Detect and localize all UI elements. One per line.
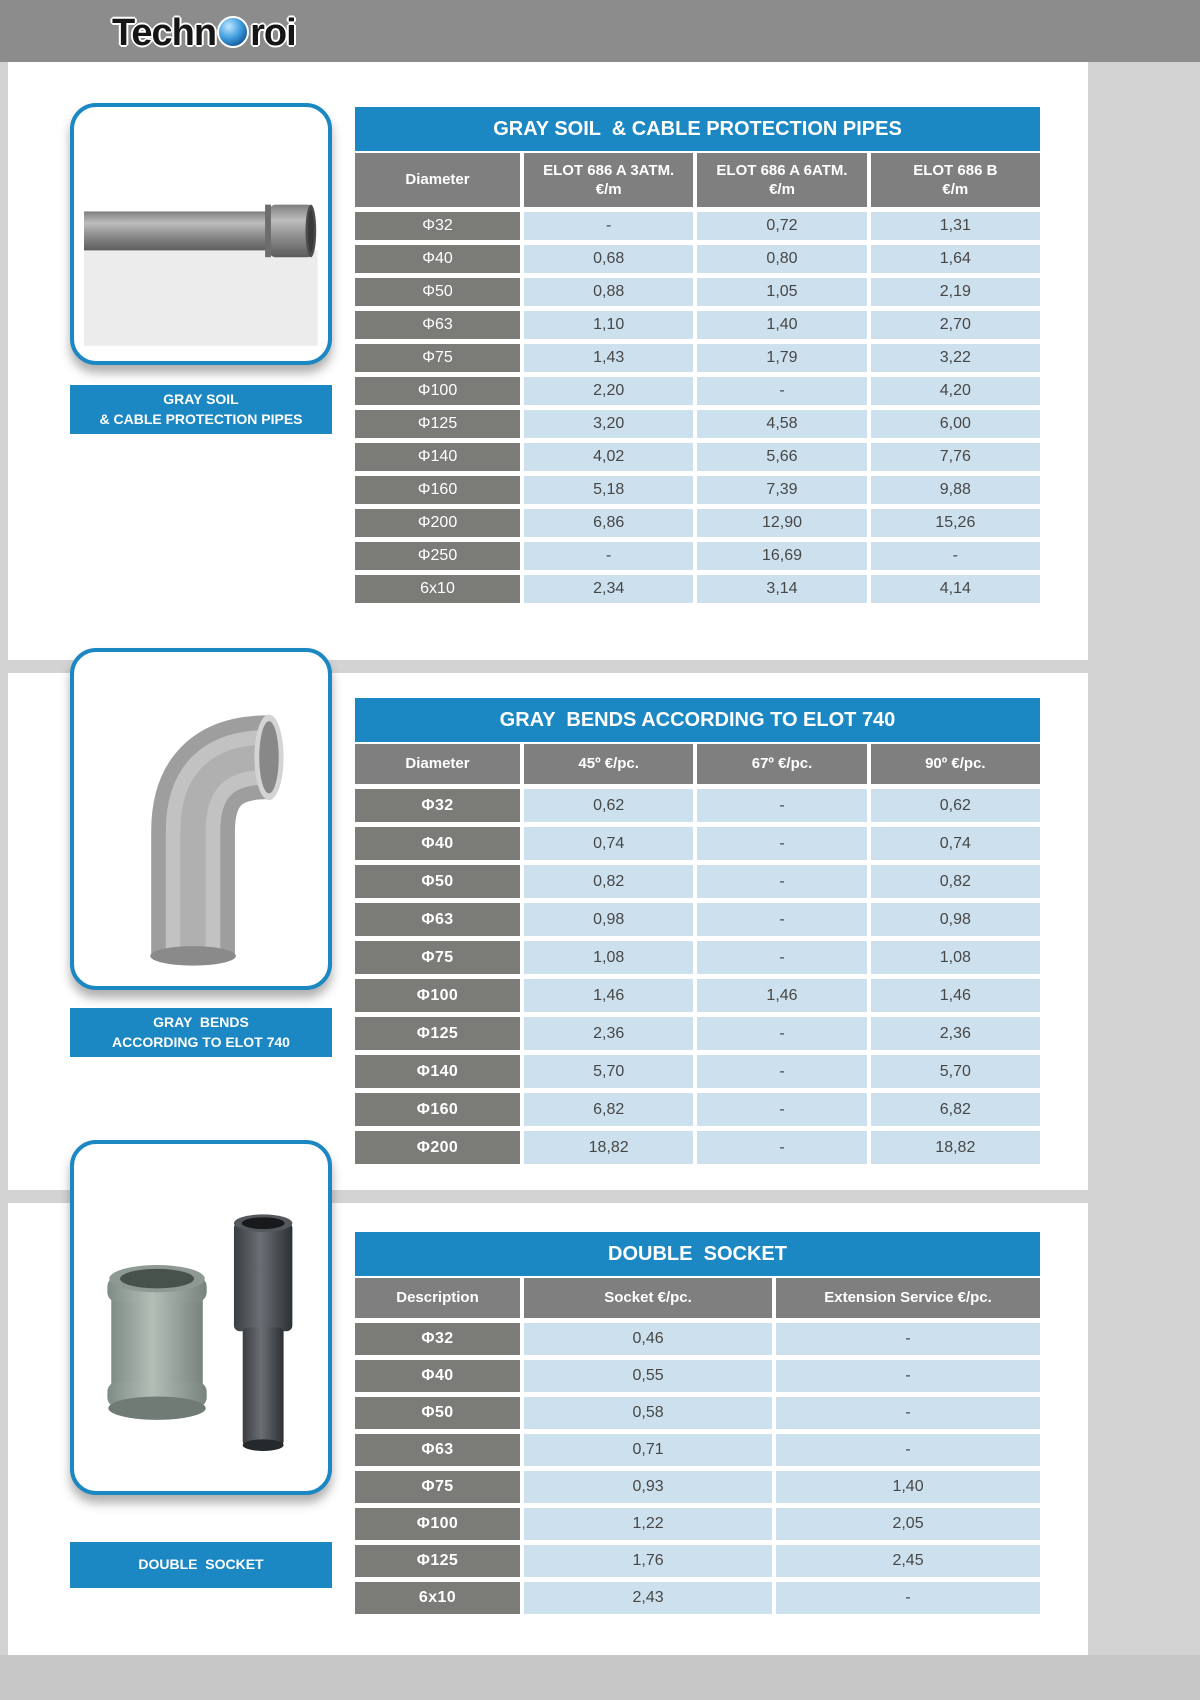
price-cell: 4,20 [871, 377, 1040, 405]
price-cell: 0,74 [871, 827, 1040, 860]
size-label-cell: Φ250 [355, 542, 520, 570]
size-label-cell: Φ125 [355, 1545, 520, 1577]
size-label-cell: Φ200 [355, 1131, 520, 1164]
price-cell: 5,66 [697, 443, 866, 471]
logo-text-pre: Techn [112, 12, 217, 54]
table-body [355, 789, 1040, 1164]
price-cell: 1,05 [697, 278, 866, 306]
logo-text-post: roi [250, 12, 296, 54]
table-row [355, 1131, 1040, 1164]
product-photo-frame [70, 1140, 332, 1495]
price-cell: 0,80 [697, 245, 866, 273]
left-margin-strip [0, 62, 8, 1700]
size-label-cell: Φ63 [355, 903, 520, 936]
price-cell: - [524, 212, 693, 240]
top-banner [0, 0, 1200, 62]
size-label-cell: Φ32 [355, 212, 520, 240]
size-label-cell: Φ63 [355, 311, 520, 339]
table-row [355, 1471, 1040, 1503]
price-cell: 7,39 [697, 476, 866, 504]
price-cell: - [697, 865, 866, 898]
table-row [355, 311, 1040, 339]
size-label-cell: Φ50 [355, 1397, 520, 1429]
size-label-cell: Φ100 [355, 1508, 520, 1540]
product-photo-frame [70, 648, 332, 990]
size-label-cell: 6x10 [355, 575, 520, 603]
brand-logo [112, 12, 296, 55]
column-header: 45º €/pc. [524, 744, 693, 784]
price-cell: 0,71 [524, 1434, 772, 1466]
size-label-cell: Φ125 [355, 1017, 520, 1050]
size-label-cell: Φ100 [355, 377, 520, 405]
price-cell: 2,34 [524, 575, 693, 603]
price-cell: 1,40 [697, 311, 866, 339]
price-cell: - [697, 1131, 866, 1164]
price-cell: 12,90 [697, 509, 866, 537]
price-cell: - [524, 542, 693, 570]
table-row [355, 212, 1040, 240]
price-cell: 1,22 [524, 1508, 772, 1540]
price-cell: 15,26 [871, 509, 1040, 537]
price-cell: - [776, 1323, 1040, 1355]
price-cell: 4,02 [524, 443, 693, 471]
product-caption [70, 385, 332, 434]
price-cell: 0,88 [524, 278, 693, 306]
table-row [355, 476, 1040, 504]
caption-line: ACCORDING TO ELOT 740 [112, 1033, 290, 1050]
size-label-cell: Φ75 [355, 941, 520, 974]
price-cell: 1,79 [697, 344, 866, 372]
price-cell: 2,20 [524, 377, 693, 405]
table-body [355, 212, 1040, 603]
price-cell: 2,70 [871, 311, 1040, 339]
size-label-cell: Φ32 [355, 789, 520, 822]
column-header: 67º €/pc. [697, 744, 866, 784]
price-cell: - [776, 1582, 1040, 1614]
price-cell: 6,82 [871, 1093, 1040, 1126]
price-cell: - [776, 1397, 1040, 1429]
table-title: DOUBLE SOCKET [355, 1232, 1040, 1276]
bottom-band [0, 1655, 1200, 1700]
table-header-row [355, 1278, 1040, 1318]
gray-soil-pipe-photo [84, 117, 318, 351]
table-row [355, 865, 1040, 898]
price-cell: - [697, 827, 866, 860]
price-cell: 1,08 [871, 941, 1040, 974]
table-title: GRAY SOIL & CABLE PROTECTION PIPES [355, 107, 1040, 151]
table-row [355, 377, 1040, 405]
table-row [355, 1582, 1040, 1614]
price-cell: - [697, 1017, 866, 1050]
column-header: ELOT 686 B €/m [871, 153, 1040, 207]
table-title: GRAY BENDS ACCORDING TO ELOT 740 [355, 698, 1040, 742]
price-cell: 3,22 [871, 344, 1040, 372]
table-row [355, 1055, 1040, 1088]
price-cell: 0,46 [524, 1323, 772, 1355]
price-cell: - [871, 542, 1040, 570]
price-cell: 0,93 [524, 1471, 772, 1503]
product-caption [70, 1542, 332, 1588]
price-cell: 18,82 [524, 1131, 693, 1164]
price-cell: 6,00 [871, 410, 1040, 438]
price-cell: - [697, 1055, 866, 1088]
price-cell: 0,72 [697, 212, 866, 240]
size-label-cell: Φ75 [355, 344, 520, 372]
price-cell: 5,70 [524, 1055, 693, 1088]
column-header: ELOT 686 A 3ATM. €/m [524, 153, 693, 207]
price-cell: 1,46 [697, 979, 866, 1012]
column-header: Extension Service €/pc. [776, 1278, 1040, 1318]
price-cell: 16,69 [697, 542, 866, 570]
table-row [355, 575, 1040, 603]
price-cell: 2,36 [524, 1017, 693, 1050]
table-row [355, 410, 1040, 438]
price-cell: 1,31 [871, 212, 1040, 240]
size-label-cell: Φ200 [355, 509, 520, 537]
size-label-cell: Φ50 [355, 278, 520, 306]
table-row [355, 509, 1040, 537]
price-cell: 4,58 [697, 410, 866, 438]
price-cell: 3,20 [524, 410, 693, 438]
price-cell: 0,98 [871, 903, 1040, 936]
table-row [355, 1093, 1040, 1126]
size-label-cell: Φ160 [355, 1093, 520, 1126]
size-label-cell: Φ32 [355, 1323, 520, 1355]
price-cell: 0,82 [871, 865, 1040, 898]
table-row [355, 1397, 1040, 1429]
price-cell: - [697, 941, 866, 974]
price-table-bends [355, 698, 1040, 1164]
table-header-row [355, 744, 1040, 784]
size-label-cell: Φ160 [355, 476, 520, 504]
table-row [355, 903, 1040, 936]
price-cell: 1,08 [524, 941, 693, 974]
column-header: Diameter [355, 744, 520, 784]
column-header: 90º €/pc. [871, 744, 1040, 784]
table-row [355, 1545, 1040, 1577]
price-cell: 0,62 [871, 789, 1040, 822]
size-label-cell: Φ40 [355, 827, 520, 860]
table-row [355, 1434, 1040, 1466]
size-label-cell: Φ140 [355, 1055, 520, 1088]
price-cell: 2,36 [871, 1017, 1040, 1050]
size-label-cell: Φ125 [355, 410, 520, 438]
table-row [355, 1508, 1040, 1540]
price-cell: 1,10 [524, 311, 693, 339]
table-header-row [355, 153, 1040, 207]
price-cell: 7,76 [871, 443, 1040, 471]
table-row [355, 542, 1040, 570]
caption-line: GRAY BENDS [153, 1014, 249, 1030]
price-cell: 3,14 [697, 575, 866, 603]
price-cell: 0,62 [524, 789, 693, 822]
price-table-pipes [355, 107, 1040, 603]
table-row [355, 1017, 1040, 1050]
price-cell: - [776, 1434, 1040, 1466]
size-label-cell: Φ40 [355, 245, 520, 273]
right-margin-strip [1088, 62, 1200, 1700]
table-row [355, 443, 1040, 471]
column-header: ELOT 686 A 6ATM. €/m [697, 153, 866, 207]
size-label-cell: Φ75 [355, 1471, 520, 1503]
price-cell: 0,55 [524, 1360, 772, 1392]
table-row [355, 344, 1040, 372]
table-body [355, 1323, 1040, 1614]
price-cell: 1,64 [871, 245, 1040, 273]
table-row [355, 1323, 1040, 1355]
size-label-cell: 6x10 [355, 1582, 520, 1614]
price-cell: - [776, 1360, 1040, 1392]
price-cell: 0,58 [524, 1397, 772, 1429]
price-cell: 2,05 [776, 1508, 1040, 1540]
price-cell: 5,70 [871, 1055, 1040, 1088]
table-row [355, 278, 1040, 306]
table-row [355, 979, 1040, 1012]
price-cell: 6,82 [524, 1093, 693, 1126]
price-cell: 0,74 [524, 827, 693, 860]
table-row [355, 941, 1040, 974]
price-cell: 1,76 [524, 1545, 772, 1577]
product-caption [70, 1008, 332, 1057]
double-socket-shape [108, 1265, 207, 1420]
extension-service-shape [234, 1214, 292, 1451]
caption-line: DOUBLE SOCKET [138, 1556, 264, 1573]
size-label-cell: Φ140 [355, 443, 520, 471]
caption-line: GRAY SOIL [163, 391, 239, 407]
price-cell: 0,68 [524, 245, 693, 273]
price-cell: 0,82 [524, 865, 693, 898]
price-cell: 5,18 [524, 476, 693, 504]
price-cell: - [697, 789, 866, 822]
price-cell: 18,82 [871, 1131, 1040, 1164]
table-row [355, 789, 1040, 822]
table-row [355, 827, 1040, 860]
gray-bend-photo [84, 665, 318, 972]
price-cell: - [697, 1093, 866, 1126]
price-cell: 2,19 [871, 278, 1040, 306]
table-row [355, 1360, 1040, 1392]
caption-line: & CABLE PROTECTION PIPES [99, 410, 303, 427]
globe-icon [217, 16, 249, 48]
price-cell: 2,43 [524, 1582, 772, 1614]
double-socket-photo [84, 1158, 318, 1477]
column-header: Socket €/pc. [524, 1278, 772, 1318]
price-cell: 6,86 [524, 509, 693, 537]
price-table-double-socket [355, 1232, 1040, 1614]
size-label-cell: Φ50 [355, 865, 520, 898]
size-label-cell: Φ40 [355, 1360, 520, 1392]
price-cell: 1,40 [776, 1471, 1040, 1503]
price-cell: 0,98 [524, 903, 693, 936]
price-cell: 1,46 [871, 979, 1040, 1012]
price-cell: 4,14 [871, 575, 1040, 603]
column-header: Description [355, 1278, 520, 1318]
size-label-cell: Φ100 [355, 979, 520, 1012]
price-cell: - [697, 377, 866, 405]
size-label-cell: Φ63 [355, 1434, 520, 1466]
column-header: Diameter [355, 153, 520, 207]
price-cell: 1,43 [524, 344, 693, 372]
table-row [355, 245, 1040, 273]
price-cell: 9,88 [871, 476, 1040, 504]
price-cell: 2,45 [776, 1545, 1040, 1577]
price-cell: 1,46 [524, 979, 693, 1012]
product-photo-frame [70, 103, 332, 365]
price-cell: - [697, 903, 866, 936]
